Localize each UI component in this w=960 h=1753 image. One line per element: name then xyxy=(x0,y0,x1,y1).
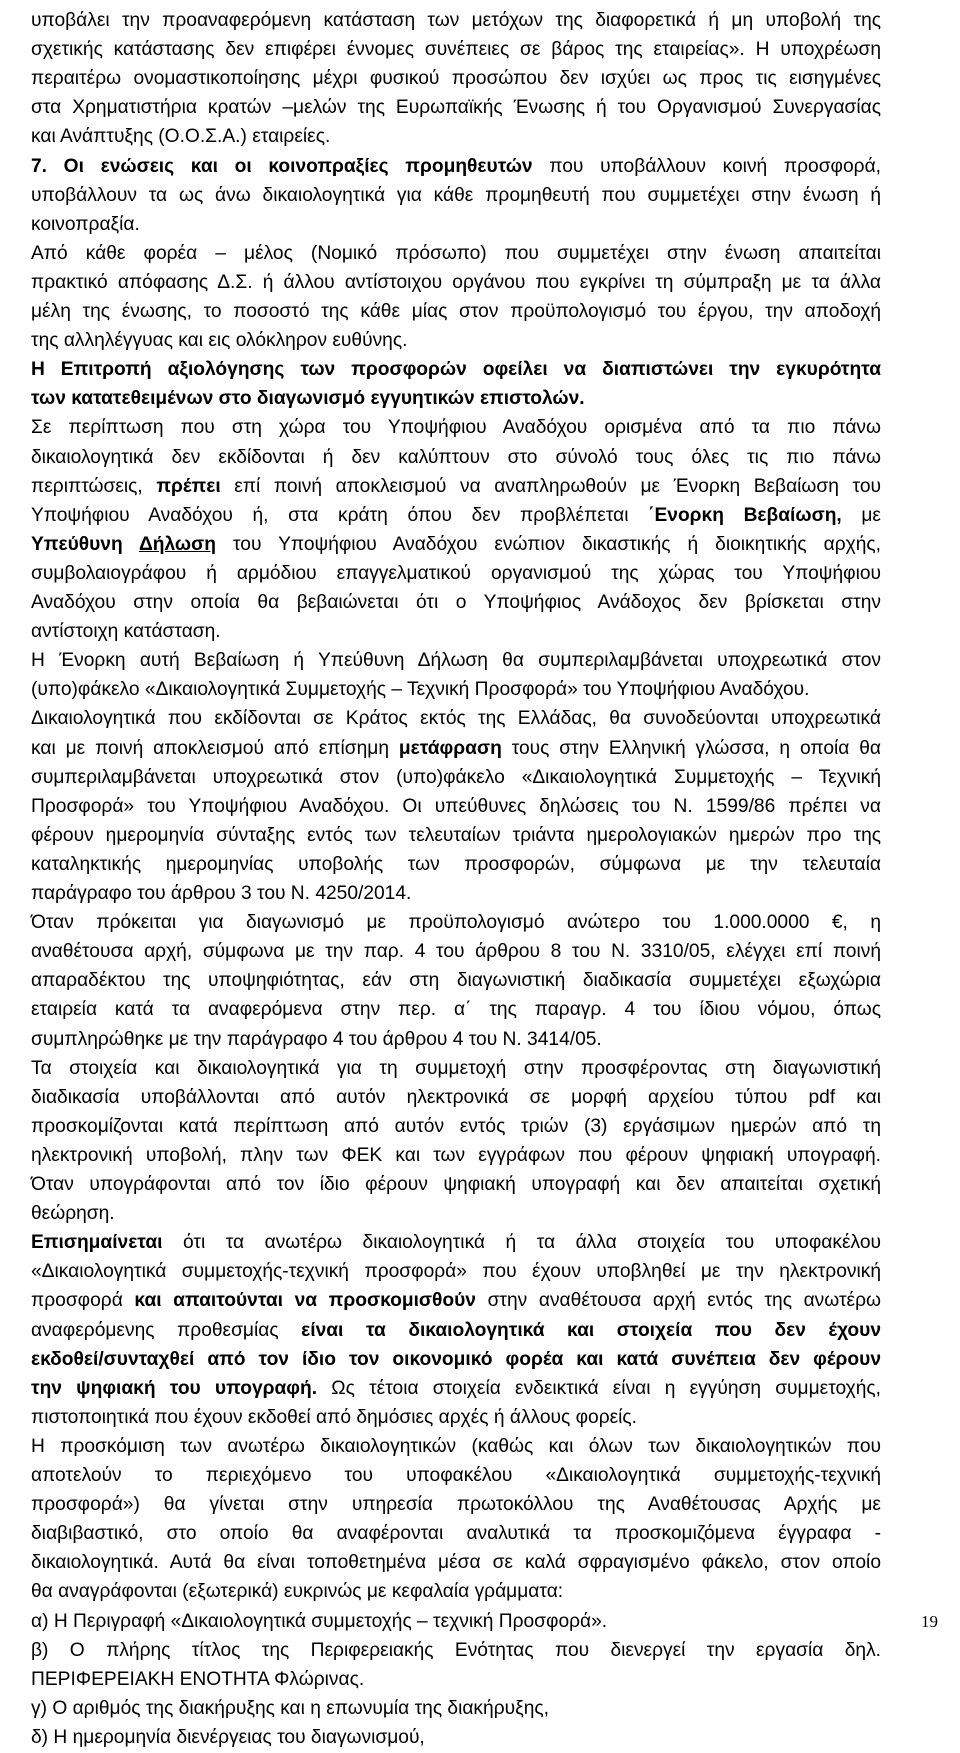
text-line xyxy=(31,646,881,676)
text-segment: αντίστοιχη κατάσταση. xyxy=(31,621,221,642)
text-line xyxy=(31,675,881,705)
text-segment: επί ποινή αποκλεισμού να αναπληρωθούν με Ένορκη Βεβαίωση του xyxy=(220,476,881,497)
text-segment: πρακτικό απόφασης Δ.Σ. ή άλλου αντίστοιχου οργάνου που εγκρίνει τη σύμπραξη με τα άλλα xyxy=(31,272,881,293)
text-segment: που υποβάλλουν κοινή προσφορά, xyxy=(532,156,881,177)
text-segment: Σε περίπτωση που στη χώρα του Υποψήφιου Αναδόχου ορισμένα από τα πιο πάνω xyxy=(31,417,881,438)
text-segment: είναι τα δικαιολογητικά και στοιχεία που δεν έχουν xyxy=(301,1320,881,1341)
text-segment: υποβάλει την προαναφερόμενη κατάσταση των μετόχων της διαφορετικά ή μη υποβολή της xyxy=(31,10,881,31)
text-segment: α) Η Περιγραφή «Δικαιολογητικά συμμετοχής – τεχνική Προσφορά». xyxy=(31,1611,608,1632)
text-line xyxy=(31,35,881,65)
text-line xyxy=(31,530,881,560)
text-line xyxy=(31,413,881,443)
text-line xyxy=(31,1257,881,1287)
text-segment: μέλη της ένωσης, το ποσοστό της κάθε μίας στον προϋπολογισμό του έργου, την αποδοχή xyxy=(31,301,881,322)
text-line xyxy=(31,239,881,269)
text-segment: ότι τα ανωτέρω δικαιολογητικά ή τα άλλα στοιχεία του υποφακέλου xyxy=(162,1232,881,1253)
text-line xyxy=(31,1607,881,1637)
text-segment: συμπεριλαμβάνεται υποχρεωτικά στον (υπο)φάκελο «Δικαιολογητικά Συμμετοχής – Τεχνική xyxy=(31,767,881,788)
text-segment: «Δικαιολογητικά συμμετοχής-τεχνική προσφορά» που έχουν υποβληθεί με την ηλεκτρονική xyxy=(31,1261,881,1282)
text-line xyxy=(31,850,881,880)
text-line xyxy=(31,355,881,385)
text-segment: 7. Οι ενώσεις και οι κοινοπραξίες προμηθευτών xyxy=(31,156,533,177)
text-line xyxy=(31,734,881,764)
text-segment: ηλεκτρονική υποβολή, πλην των ΦΕΚ και των εγγράφων που φέρουν ψηφιακή υπογραφή. xyxy=(31,1145,881,1166)
text-segment: προσφορά xyxy=(31,1290,135,1311)
text-segment: και Ανάπτυξης (Ο.Ο.Σ.Α.) εταιρείες. xyxy=(31,126,331,147)
text-segment: β) Ο πλήρης τίτλος της Περιφερειακής Ενότητας που διενεργεί την εργασία δηλ. xyxy=(31,1640,881,1661)
text-segment: Τα στοιχεία και δικαιολογητικά για τη συμμετοχή στην προσφέροντας στη διαγωνιστική xyxy=(31,1058,881,1079)
text-segment: μετάφραση xyxy=(398,738,502,759)
text-line xyxy=(31,1083,881,1113)
text-line xyxy=(31,210,881,240)
text-line xyxy=(31,1054,881,1084)
text-line xyxy=(31,1345,881,1375)
page-number: 19 xyxy=(921,1612,938,1631)
text-segment: στην αναθέτουσα αρχή εντός της ανωτέρω xyxy=(475,1290,881,1311)
text-segment: θεώρηση. xyxy=(31,1203,115,1224)
text-segment: αναφερόμενης προθεσμίας xyxy=(31,1320,302,1341)
text-segment: προσκομίζονται κατά περίπτωση από αυτόν εντός τριών (3) εργάσιμων ημερών από τη xyxy=(31,1116,881,1137)
text-line xyxy=(31,1665,881,1695)
text-segment: διαβιβαστικό, στο οποίο θα αναφέρονται αναλυτικά τα προσκομιζόμενα έγγραφα - xyxy=(31,1523,881,1544)
text-segment: τους στην Ελληνική γλώσσα, η οποία θα xyxy=(501,738,881,759)
text-line xyxy=(31,472,881,502)
text-line xyxy=(31,617,881,647)
text-segment: απαραδέκτου της υποψηφιότητας, εάν στη διαγωνιστική διαδικασία συμμετέχει εξωχώρια xyxy=(31,970,881,991)
text-line xyxy=(31,792,881,822)
text-line xyxy=(31,937,881,967)
text-segment: Η προσκόμιση των ανωτέρω δικαιολογητικών (καθώς και όλων των δικαιολογητικών που xyxy=(31,1436,881,1457)
text-segment: Αναδόχου στην οποία θα βεβαιώνεται ότι ο Υποψήφιος Ανάδοχος δεν βρίσκεται στην xyxy=(31,592,881,613)
text-line xyxy=(31,1461,881,1491)
text-line xyxy=(31,268,881,298)
text-segment: αποτελούν το περιεχόμενο του υποφακέλου «Δικαιολογητικά συμμετοχής-τεχνική xyxy=(31,1465,881,1486)
text-line xyxy=(31,763,881,793)
text-line xyxy=(31,1403,881,1433)
text-segment: αναθέτουσα αρχή, σύμφωνα με την παρ. 4 του άρθρου 8 του Ν. 3310/05, ελέγχει επί ποινή xyxy=(31,941,881,962)
text-segment: Επισημαίνεται xyxy=(31,1232,163,1253)
text-segment: Η Επιτροπή αξιολόγησης των προσφορών οφείλει να διαπιστώνει την εγκυρότητα xyxy=(31,359,881,380)
text-segment: ΄Ενορκη Βεβαίωση, xyxy=(648,505,842,526)
text-segment: Δήλωση xyxy=(138,534,216,555)
text-line xyxy=(31,1723,881,1753)
text-line xyxy=(31,181,881,211)
text-segment: Προσφορά» του Υποψήφιου Αναδόχου. Οι υπεύθυνες δηλώσεις του Ν. 1599/86 πρέπει να xyxy=(31,796,881,817)
text-segment: στα Χρηματιστήρια κρατών –μελών της Ευρωπαϊκής Ένωσης ή του Οργανισμού Συνεργασίας xyxy=(31,97,881,118)
text-segment: και με ποινή αποκλεισμού από επίσημη xyxy=(31,738,399,759)
text-segment: των κατατεθειμένων στο διαγωνισμό εγγυητικών επιστολών. xyxy=(31,388,585,409)
text-segment: Όταν υπογράφονται από τον ίδιο φέρουν ψηφιακή υπογραφή και δεν απαιτείται σχετική xyxy=(31,1174,881,1195)
text-segment: σχετικής κατάστασης δεν επιφέρει έννομες συνέπειες σε βάρος της εταιρείας». Η υποχρέωση xyxy=(31,39,881,60)
text-line xyxy=(31,879,881,909)
text-line xyxy=(31,1577,881,1607)
text-line xyxy=(31,1694,881,1724)
text-segment: καταληκτικής ημερομηνίας υποβολής των προσφορών, σύμφωνα με την τελευταία xyxy=(31,854,881,875)
text-line xyxy=(31,1374,881,1404)
text-line xyxy=(31,1548,881,1578)
text-segment: συμβολαιογράφου ή αρμόδιου επαγγελματικού οργανισμού της χώρας του Υποψήφιου xyxy=(31,563,881,584)
text-segment: δ) Η ημερομηνία διενέργειας του διαγωνισμού, xyxy=(31,1727,425,1748)
text-line xyxy=(31,1490,881,1520)
text-line xyxy=(31,1432,881,1462)
text-segment: Ως τέτοια στοιχεία ενδεικτικά είναι η εγγύηση συμμετοχής, xyxy=(317,1378,881,1399)
text-line xyxy=(31,93,881,123)
text-line xyxy=(31,501,881,531)
text-line xyxy=(31,6,881,36)
text-segment: θα αναγράφονται (εξωτερικά) ευκρινώς με κεφαλαία γράμματα: xyxy=(31,1581,564,1602)
text-segment: κοινοπραξία. xyxy=(31,214,140,235)
text-line xyxy=(31,559,881,589)
text-line xyxy=(31,821,881,851)
text-segment: γ) Ο αριθμός της διακήρυξης και η επωνυμία της διακήρυξης, xyxy=(31,1698,549,1719)
text-segment: διαδικασία υποβάλλονται από αυτόν ηλεκτρονικά σε μορφή αρχείου τύπου pdf και xyxy=(31,1087,881,1108)
text-segment: φέρουν ημερομηνία σύνταξης εντός των τελευταίων τριάντα ημερολογιακών ημερών προ της xyxy=(31,825,881,846)
text-segment: συμπληρώθηκε με την παράγραφο 4 του άρθρου 4 του Ν. 3414/05. xyxy=(31,1029,602,1050)
text-segment: της αλληλέγγυας και εις ολόκληρον ευθύνης. xyxy=(31,330,408,351)
text-line xyxy=(31,1199,881,1229)
text-line xyxy=(31,1316,881,1346)
text-line xyxy=(31,908,881,938)
text-segment: Δικαιολογητικά που εκδίδονται σε Κράτος εκτός της Ελλάδας, θα συνοδεύονται υποχρεωτικά xyxy=(31,708,881,729)
text-segment: πιστοποιητικά που έχουν εκδοθεί από δημόσιες αρχές ή άλλους φορείς. xyxy=(31,1407,638,1428)
text-segment: περαιτέρω ονομαστικοποίησης μέχρι φυσικού προσώπου δεν ισχύει ως προς τις εισηγμένες xyxy=(31,68,881,89)
text-line xyxy=(31,966,881,996)
text-line xyxy=(31,122,881,152)
text-line xyxy=(31,1025,881,1055)
text-line xyxy=(31,588,881,618)
text-line xyxy=(31,1636,881,1666)
text-segment: Η Ένορκη αυτή Βεβαίωση ή Υπεύθυνη Δήλωση θα συμπεριλαμβάνεται υποχρεωτικά στον xyxy=(31,650,881,671)
text-segment: προσφορά») θα γίνεται στην υπηρεσία πρωτοκόλλου της Αναθέτουσας Αρχής με xyxy=(31,1494,881,1515)
text-line xyxy=(31,384,881,414)
text-segment: Υπεύθυνη xyxy=(31,534,139,555)
text-segment: και απαιτούνται να προσκομισθούν xyxy=(134,1290,476,1311)
text-segment: υποβάλλουν τα ως άνω δικαιολογητικά για κάθε προμηθευτή που συμμετέχει στην ένωση ή xyxy=(31,185,881,206)
text-line xyxy=(31,152,881,182)
text-line xyxy=(31,1286,881,1316)
text-segment: (υπο)φάκελο «Δικαιολογητικά Συμμετοχής – Τεχνική Προσφορά» του Υποψήφιου Αναδόχου. xyxy=(31,679,810,700)
text-segment: Από κάθε φορέα – μέλος (Νομικό πρόσωπο) που συμμετέχει στην ένωση απαιτείται xyxy=(31,243,881,264)
text-segment: δικαιολογητικά. Αυτά θα είναι τοποθετημένα μέσα σε καλά σφραγισμένο φάκελο, στον οποίο xyxy=(31,1552,881,1573)
text-segment: ΠΕΡΙΦΕΡΕΙΑΚΗ ΕΝΟΤΗΤΑ Φλώρινας. xyxy=(31,1669,365,1690)
text-segment: του Υποψήφιου Αναδόχου ενώπιον δικαστικής ή διοικητικής αρχής, xyxy=(215,534,881,555)
text-segment: περιπτώσεις, xyxy=(31,476,157,497)
text-line xyxy=(31,64,881,94)
text-segment: με xyxy=(841,505,881,526)
text-line xyxy=(31,1170,881,1200)
text-segment: εκδοθεί/συνταχθεί από τον ίδιο τον οικονομικό φορέα και κατά συνέπεια δεν φέρουν xyxy=(31,1349,881,1370)
text-segment: παράγραφο του άρθρου 3 του Ν. 4250/2014. xyxy=(31,883,412,904)
text-line xyxy=(31,297,881,327)
text-line xyxy=(31,1228,881,1258)
text-line xyxy=(31,1112,881,1142)
text-segment: εταιρεία κατά τα αναφερόμενα στην περ. α΄ της παραγρ. 4 του ίδιου νόμου, όπως xyxy=(31,999,881,1020)
text-segment: την ψηφιακή του υπογραφή. xyxy=(31,1378,318,1399)
text-line xyxy=(31,1141,881,1171)
text-line xyxy=(31,326,881,356)
text-line xyxy=(31,1519,881,1549)
text-line xyxy=(31,704,881,734)
text-segment: δικαιολογητικά δεν εκδίδονται ή δεν καλύπτουν στο σύνολό τους όλες τις πιο πάνω xyxy=(31,447,881,468)
text-segment: Όταν πρόκειται για διαγωνισμό με προϋπολογισμό ανώτερο του 1.000.0000 €, η xyxy=(31,912,881,933)
text-segment: Υποψήφιου Αναδόχου ή, στα κράτη όπου δεν προβλέπεται xyxy=(31,505,649,526)
text-line xyxy=(31,995,881,1025)
text-segment: πρέπει xyxy=(156,476,221,497)
text-line xyxy=(31,443,881,473)
